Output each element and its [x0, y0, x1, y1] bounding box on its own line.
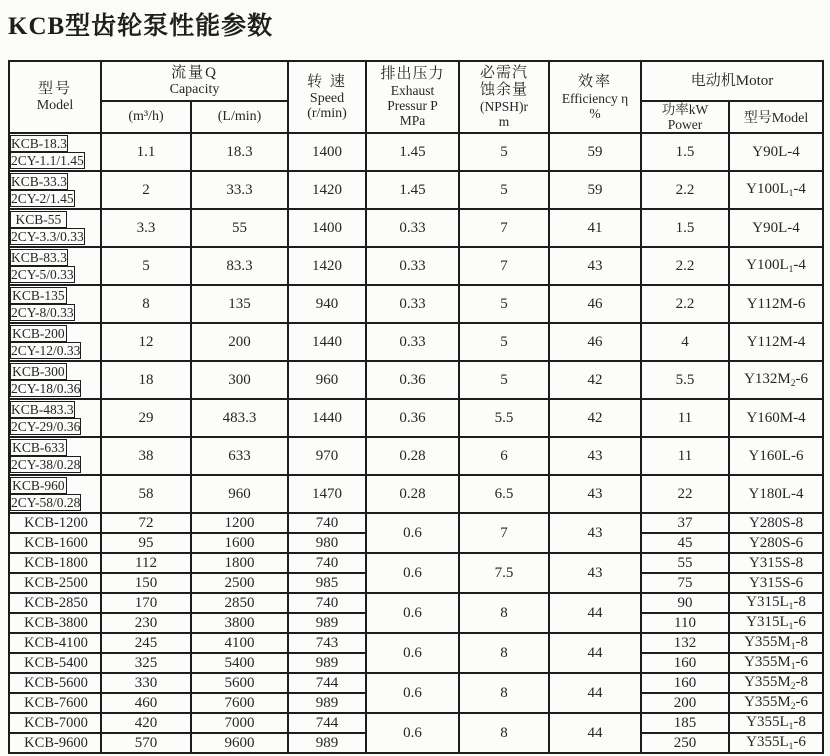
cell-m3h: 8	[101, 285, 191, 323]
motor-model-text: Y355L	[746, 714, 789, 730]
cell-speed: 740	[288, 553, 366, 573]
motor-model-suffix: -6	[793, 734, 806, 750]
cell-speed: 740	[288, 513, 366, 533]
motor-model-suffix: -4	[793, 181, 806, 197]
pump-model-2cy: 2CY-38/0.28	[11, 457, 81, 472]
cell-model: KCB-4100	[9, 633, 101, 653]
cell-pressure-shared: 0.6	[366, 513, 459, 553]
motor-model-text: Y112M-4	[746, 333, 806, 350]
motor-model-suffix: -6	[795, 654, 808, 670]
cell-npsh: 6.5	[459, 475, 549, 513]
cell-speed: 989	[288, 733, 366, 753]
cell-pressure: 0.36	[366, 361, 459, 399]
cell-pressure-shared: 0.6	[366, 713, 459, 753]
pump-row	[9, 437, 823, 475]
motor-model-text: Y355M	[744, 694, 791, 710]
cell-m3h: 245	[101, 633, 191, 653]
cell-power: 75	[641, 573, 729, 593]
cell-model: KCB-1600	[9, 533, 101, 553]
cell-pressure: 1.45	[366, 171, 459, 209]
cell-speed: 980	[288, 533, 366, 553]
cell-npsh: 5	[459, 361, 549, 399]
pump-row	[9, 285, 823, 323]
cell-power: 45	[641, 533, 729, 553]
cell-power: 22	[641, 475, 729, 513]
pump-row	[9, 553, 823, 573]
motor-model-text: Y132M	[744, 371, 791, 387]
cell-m3h: 2	[101, 171, 191, 209]
cell-power: 2.2	[641, 285, 729, 323]
cell-speed: 744	[288, 713, 366, 733]
cell-npsh-shared: 7	[459, 513, 549, 553]
header-speed-en: Speed	[309, 90, 345, 106]
pump-row	[9, 593, 823, 613]
cell-model: KCB-1200	[9, 513, 101, 533]
cell-model	[9, 361, 101, 399]
cell-pressure: 1.45	[366, 133, 459, 171]
cell-pressure: 0.33	[366, 323, 459, 361]
cell-eff: 46	[549, 323, 641, 361]
motor-model-text: Y90L-4	[752, 143, 800, 160]
cell-model: KCB-1800	[9, 553, 101, 573]
cell-m3h: 112	[101, 553, 191, 573]
pump-row	[9, 713, 823, 733]
cell-npsh: 5	[459, 323, 549, 361]
cell-speed: 743	[288, 633, 366, 653]
cell-power: 11	[641, 437, 729, 475]
cell-lmin: 7600	[191, 693, 288, 713]
cell-motor-model	[729, 399, 823, 437]
header-pressure-cn: 排出压力	[380, 66, 445, 82]
pump-row	[9, 247, 823, 285]
header-efficiency-en: Efficiency η	[561, 90, 629, 106]
cell-power: 11	[641, 399, 729, 437]
cell-motor-model	[729, 533, 823, 553]
pump-model-kcb: KCB-135	[10, 287, 67, 304]
motor-model-text: Y90L-4	[752, 219, 800, 236]
cell-eff: 46	[549, 285, 641, 323]
motor-model-subscript: 1	[788, 742, 794, 752]
cell-eff-shared: 44	[549, 633, 641, 673]
cell-m3h: 420	[101, 713, 191, 733]
cell-power: 2.2	[641, 171, 729, 209]
motor-model-text: Y355M	[744, 634, 791, 650]
pump-row	[9, 513, 823, 533]
cell-pressure: 0.33	[366, 209, 459, 247]
cell-pressure-shared: 0.6	[366, 593, 459, 633]
cell-motor-model	[729, 133, 823, 171]
cell-model	[9, 285, 101, 323]
cell-motor-model	[729, 247, 823, 285]
cell-eff: 42	[549, 399, 641, 437]
pump-model-kcb: KCB-55	[10, 211, 67, 228]
cell-m3h: 330	[101, 673, 191, 693]
header-row-1	[9, 61, 823, 101]
motor-model-text: Y160M-4	[746, 409, 806, 426]
cell-motor-model	[729, 437, 823, 475]
cell-motor-model	[729, 613, 823, 633]
col-header-power	[641, 101, 729, 133]
motor-model-suffix: -8	[795, 634, 808, 650]
table-header	[9, 61, 823, 133]
cell-power: 132	[641, 633, 729, 653]
motor-model-suffix: -8	[793, 714, 806, 730]
cell-pressure: 0.33	[366, 247, 459, 285]
pump-model-2cy: 2CY-8/0.33	[11, 305, 74, 320]
cell-npsh: 5.5	[459, 399, 549, 437]
motor-model-subscript: 2	[790, 682, 796, 692]
motor-model-subscript: 1	[790, 662, 796, 672]
pump-row	[9, 673, 823, 693]
cell-eff: 43	[549, 437, 641, 475]
cell-motor-model	[729, 513, 823, 533]
cell-motor-model	[729, 475, 823, 513]
cell-model	[9, 323, 101, 361]
pump-model-kcb: KCB-483.3	[11, 402, 74, 417]
header-power-en: Power	[667, 117, 703, 132]
cell-model: KCB-5600	[9, 673, 101, 693]
cell-npsh-shared: 8	[459, 593, 549, 633]
cell-lmin: 5400	[191, 653, 288, 673]
motor-model-suffix: -6	[795, 694, 808, 710]
cell-model: KCB-7000	[9, 713, 101, 733]
cell-speed: 1470	[288, 475, 366, 513]
cell-motor-model	[729, 209, 823, 247]
header-npsh-unit: m	[498, 114, 510, 129]
cell-model: KCB-9600	[9, 733, 101, 753]
motor-model-suffix: -4	[793, 257, 806, 273]
header-pressure-en2: Pressur P	[387, 98, 438, 113]
cell-lmin: 483.3	[191, 399, 288, 437]
cell-pressure: 0.28	[366, 475, 459, 513]
cell-motor-model	[729, 713, 823, 733]
motor-model-text: Y315S-8	[748, 554, 804, 571]
cell-power: 160	[641, 653, 729, 673]
motor-model-subscript: 2	[790, 702, 796, 712]
cell-motor-model	[729, 673, 823, 693]
cell-m3h: 325	[101, 653, 191, 673]
cell-speed: 1400	[288, 133, 366, 171]
header-pressure-en1: Exhaust	[390, 83, 435, 98]
cell-speed: 1440	[288, 399, 366, 437]
cell-eff: 42	[549, 361, 641, 399]
motor-model-subscript: 1	[788, 622, 794, 632]
cell-model	[9, 399, 101, 437]
cell-eff-shared: 44	[549, 713, 641, 753]
pump-row	[9, 399, 823, 437]
cell-lmin: 33.3	[191, 171, 288, 209]
header-npsh-en: (NPSH)r	[480, 99, 529, 114]
table-body	[9, 133, 823, 753]
cell-speed: 1420	[288, 171, 366, 209]
cell-m3h: 38	[101, 437, 191, 475]
cell-lmin: 300	[191, 361, 288, 399]
pump-row	[9, 323, 823, 361]
cell-power: 185	[641, 713, 729, 733]
cell-speed: 940	[288, 285, 366, 323]
cell-power: 55	[641, 553, 729, 573]
cell-speed: 740	[288, 593, 366, 613]
col-header-pressure	[366, 61, 459, 133]
cell-m3h: 5	[101, 247, 191, 285]
motor-model-text: Y280S-8	[748, 514, 804, 531]
motor-model-subscript: 1	[788, 189, 794, 199]
cell-m3h: 29	[101, 399, 191, 437]
cell-lmin: 3800	[191, 613, 288, 633]
header-model-en: Model	[36, 98, 74, 113]
pump-model-kcb: KCB-33.3	[11, 174, 67, 189]
cell-power: 1.5	[641, 133, 729, 171]
cell-motor-model	[729, 733, 823, 753]
header-npsh-cn1: 必需汽	[480, 65, 529, 81]
cell-model: KCB-7600	[9, 693, 101, 713]
pump-model-2cy: 2CY-12/0.33	[11, 343, 81, 358]
motor-model-text: Y355M	[744, 654, 791, 670]
cell-lmin: 1200	[191, 513, 288, 533]
cell-m3h: 230	[101, 613, 191, 633]
pump-row	[9, 361, 823, 399]
cell-power: 4	[641, 323, 729, 361]
cell-lmin: 135	[191, 285, 288, 323]
cell-npsh-shared: 8	[459, 713, 549, 753]
col-header-lmin: (L/min)	[191, 101, 288, 133]
cell-motor-model	[729, 653, 823, 673]
motor-model-text: Y315L	[746, 614, 789, 630]
header-efficiency-cn: 效率	[578, 73, 613, 90]
cell-motor-model	[729, 593, 823, 613]
cell-lmin: 7000	[191, 713, 288, 733]
pump-spec-table	[8, 60, 824, 754]
col-header-m3h: (m³/h)	[101, 101, 191, 133]
cell-model	[9, 247, 101, 285]
motor-model-subscript: 1	[790, 642, 796, 652]
cell-m3h: 95	[101, 533, 191, 553]
header-efficiency-unit: %	[589, 105, 601, 121]
header-capacity-en: Capacity	[169, 82, 220, 97]
cell-eff: 59	[549, 171, 641, 209]
motor-model-text: Y100L	[746, 257, 789, 273]
pump-model-2cy: 2CY-3.3/0.33	[11, 229, 84, 244]
pump-model-2cy: 2CY-2/1.45	[11, 191, 74, 206]
pump-row	[9, 633, 823, 653]
col-header-npsh	[459, 61, 549, 133]
cell-model	[9, 209, 101, 247]
cell-speed: 1440	[288, 323, 366, 361]
motor-model-text: Y280S-6	[748, 534, 804, 551]
cell-speed: 989	[288, 653, 366, 673]
cell-power: 1.5	[641, 209, 729, 247]
cell-m3h: 18	[101, 361, 191, 399]
cell-eff-shared: 43	[549, 513, 641, 553]
header-npsh-cn2: 蚀余量	[480, 82, 529, 98]
pump-model-kcb: KCB-300	[10, 363, 67, 380]
cell-motor-model	[729, 693, 823, 713]
cell-motor-model	[729, 573, 823, 593]
pump-row	[9, 171, 823, 209]
pump-model-kcb: KCB-18.3	[11, 136, 67, 151]
cell-npsh: 5	[459, 285, 549, 323]
cell-lmin: 18.3	[191, 133, 288, 171]
page-title: KCB型齿轮泵性能参数	[8, 13, 274, 40]
header-capacity-cn: 流量Q	[171, 65, 218, 81]
cell-motor-model	[729, 633, 823, 653]
cell-motor-model	[729, 285, 823, 323]
cell-npsh: 7	[459, 247, 549, 285]
motor-model-text: Y112M-6	[746, 295, 806, 312]
cell-power: 160	[641, 673, 729, 693]
motor-model-suffix: -6	[793, 614, 806, 630]
header-speed-unit: (r/min)	[307, 105, 347, 121]
cell-pressure-shared: 0.6	[366, 673, 459, 713]
cell-speed: 989	[288, 613, 366, 633]
cell-npsh-shared: 7.5	[459, 553, 549, 593]
cell-lmin: 200	[191, 323, 288, 361]
cell-eff: 59	[549, 133, 641, 171]
cell-m3h: 58	[101, 475, 191, 513]
cell-npsh-shared: 8	[459, 633, 549, 673]
col-header-speed	[288, 61, 366, 133]
cell-power: 2.2	[641, 247, 729, 285]
pump-row	[9, 133, 823, 171]
cell-speed: 1400	[288, 209, 366, 247]
header-speed-cn: 转 速	[307, 73, 347, 90]
motor-model-text: Y315S-6	[748, 574, 804, 591]
cell-speed: 1420	[288, 247, 366, 285]
cell-model: KCB-3800	[9, 613, 101, 633]
cell-m3h: 150	[101, 573, 191, 593]
cell-speed: 744	[288, 673, 366, 693]
pump-model-kcb: KCB-633	[10, 439, 67, 456]
motor-model-suffix: -8	[795, 674, 808, 690]
motor-model-text: Y355M	[744, 674, 791, 690]
cell-m3h: 170	[101, 593, 191, 613]
cell-m3h: 570	[101, 733, 191, 753]
cell-pressure: 0.33	[366, 285, 459, 323]
cell-lmin: 2850	[191, 593, 288, 613]
cell-power: 90	[641, 593, 729, 613]
cell-lmin: 4100	[191, 633, 288, 653]
pump-row	[9, 475, 823, 513]
cell-m3h: 72	[101, 513, 191, 533]
cell-model	[9, 475, 101, 513]
header-motor-cn: 电动机Motor	[690, 72, 774, 89]
col-header-efficiency	[549, 61, 641, 133]
motor-model-text: Y180L-4	[748, 485, 804, 502]
cell-eff: 43	[549, 247, 641, 285]
cell-lmin: 9600	[191, 733, 288, 753]
motor-model-text: Y100L	[746, 181, 789, 197]
col-header-motor-model: 型号Model	[729, 101, 823, 133]
cell-lmin: 960	[191, 475, 288, 513]
cell-npsh: 6	[459, 437, 549, 475]
col-header-motor	[641, 61, 823, 101]
cell-speed: 960	[288, 361, 366, 399]
cell-eff-shared: 43	[549, 553, 641, 593]
col-header-capacity	[101, 61, 288, 101]
cell-lmin: 633	[191, 437, 288, 475]
cell-speed: 985	[288, 573, 366, 593]
cell-model: KCB-2500	[9, 573, 101, 593]
cell-model	[9, 171, 101, 209]
cell-motor-model	[729, 171, 823, 209]
header-pressure-unit: MPa	[399, 113, 426, 128]
pump-model-kcb: KCB-200	[10, 325, 67, 342]
motor-model-subscript: 1	[788, 265, 794, 275]
header-power-cn: 功率kW	[661, 102, 709, 117]
cell-power: 250	[641, 733, 729, 753]
cell-npsh-shared: 8	[459, 673, 549, 713]
cell-eff-shared: 44	[549, 673, 641, 713]
col-header-model	[9, 61, 101, 133]
cell-speed: 989	[288, 693, 366, 713]
pump-model-2cy: 2CY-5/0.33	[11, 267, 74, 282]
cell-lmin: 83.3	[191, 247, 288, 285]
cell-lmin: 5600	[191, 673, 288, 693]
cell-lmin: 55	[191, 209, 288, 247]
cell-pressure-shared: 0.6	[366, 553, 459, 593]
header-model-cn: 型号	[37, 81, 72, 97]
motor-model-text: Y315L	[746, 594, 789, 610]
cell-npsh: 5	[459, 171, 549, 209]
cell-m3h: 12	[101, 323, 191, 361]
cell-motor-model	[729, 553, 823, 573]
cell-m3h: 1.1	[101, 133, 191, 171]
cell-lmin: 1600	[191, 533, 288, 553]
cell-pressure-shared: 0.6	[366, 633, 459, 673]
motor-model-subscript: 1	[788, 722, 794, 732]
motor-model-text: Y160L-6	[748, 447, 804, 464]
pump-model-2cy: 2CY-58/0.28	[11, 495, 81, 510]
cell-m3h: 3.3	[101, 209, 191, 247]
motor-model-text: Y355L	[746, 734, 789, 750]
cell-pressure: 0.28	[366, 437, 459, 475]
cell-model: KCB-2850	[9, 593, 101, 613]
cell-m3h: 460	[101, 693, 191, 713]
cell-npsh: 7	[459, 209, 549, 247]
pump-model-kcb: KCB-960	[10, 477, 67, 494]
cell-power: 5.5	[641, 361, 729, 399]
pump-model-kcb: KCB-83.3	[11, 250, 67, 265]
pump-model-2cy: 2CY-1.1/1.45	[11, 153, 84, 168]
cell-motor-model	[729, 361, 823, 399]
motor-model-subscript: 2	[790, 379, 796, 389]
cell-eff: 41	[549, 209, 641, 247]
cell-model: KCB-5400	[9, 653, 101, 673]
pump-model-2cy: 2CY-18/0.36	[11, 381, 81, 396]
motor-model-suffix: -6	[795, 371, 808, 387]
cell-power: 110	[641, 613, 729, 633]
cell-lmin: 1800	[191, 553, 288, 573]
motor-model-subscript: 1	[788, 602, 794, 612]
cell-lmin: 2500	[191, 573, 288, 593]
cell-npsh: 5	[459, 133, 549, 171]
cell-speed: 970	[288, 437, 366, 475]
cell-model	[9, 437, 101, 475]
cell-pressure: 0.36	[366, 399, 459, 437]
motor-model-suffix: -8	[793, 594, 806, 610]
pump-row	[9, 209, 823, 247]
cell-eff: 43	[549, 475, 641, 513]
cell-model	[9, 133, 101, 171]
pump-model-2cy: 2CY-29/0.36	[11, 419, 81, 434]
cell-power: 37	[641, 513, 729, 533]
cell-motor-model	[729, 323, 823, 361]
cell-power: 200	[641, 693, 729, 713]
cell-eff-shared: 44	[549, 593, 641, 633]
